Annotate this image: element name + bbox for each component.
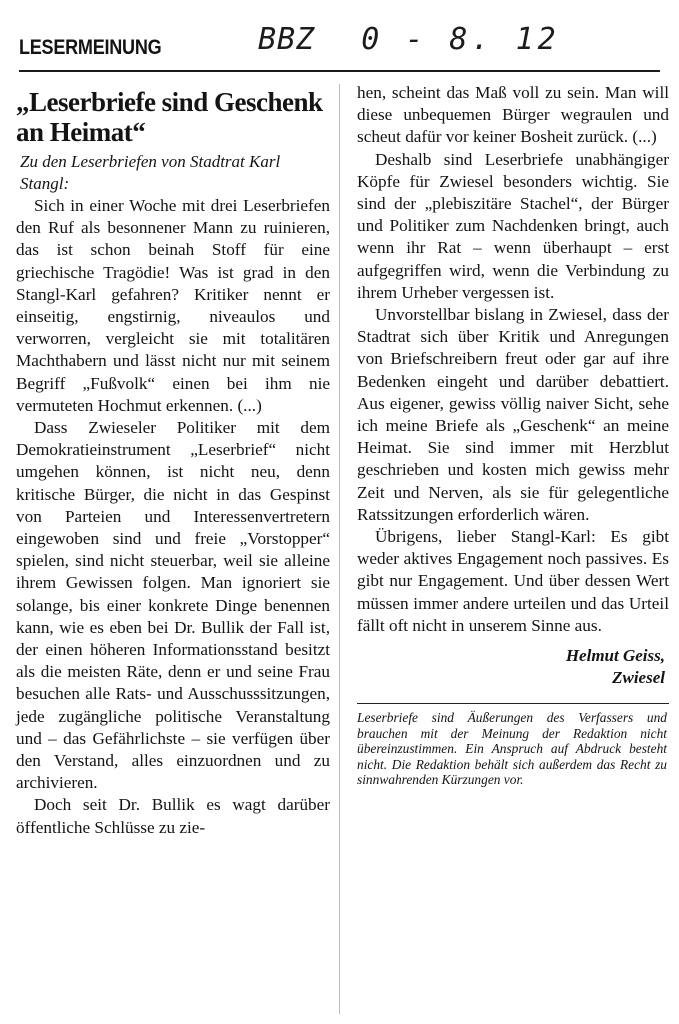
- body-paragraph: Deshalb sind Leserbriefe unabhängiger Köpfe für Zwiesel besonders wichtig. Sie sind der „plebiszitäre Stachel“, der Bürger und Politiker zum Nachdenken bringt, auch wenn ihr Rat – wenn überhaupt – erst aufgegriffen wird, wenn die Verbindung zu ihrem Urheber vergessen ist.: [357, 149, 669, 302]
- editorial-disclaimer: Leserbriefe sind Äußerungen des Verfassers und brauchen mit der Meinung der Redaktion nicht übereinzustimmen. Ein Anspruch auf Abdruck besteht nicht. Die Redaktion behält sich außerdem das Recht zu sinnwahrenden Kürzungen vor.: [357, 710, 667, 788]
- column-left: [16, 82, 330, 839]
- body-paragraph: Dass Zwieseler Politiker mit dem Demokratieinstrument „Leserbrief“ nicht umgehen können, ist nicht neu, denn kritische Bürger, die nicht in das Gespinst von Parteien und Interessenvertretern eingewoben sind und freie „Vorstopper“ spielen, sind nicht steuerbar, weil sie alleine ihrem Gewissen folgen. Man ignoriert sie solange, bis einer konkrete Dinge benennen kann, wie es eben bei Dr. Bullik der Fall ist, der einen höheren Informationsstand besitzt als die meisten Räte, denn er und seine Frau besuchen alle Rats- und Ausschusssitzungen, jede zugängliche politische Veranstaltung und – das Gefährlichste – sie verfügen über den Verstand, alles einzuordnen und zu archivieren.: [16, 418, 330, 793]
- header-rule: [19, 70, 660, 72]
- article-subhead: Zu den Leserbriefen von Stadtrat Karl Stangl:: [20, 152, 281, 193]
- body-paragraph-continued: hen, scheint das Maß voll zu sein. Man will diese unbequemen Bürger wegraulen und scheut dafür vor keiner Bosheit zurück. (...): [357, 83, 669, 147]
- body-paragraph: Unvorstellbar bislang in Zwiesel, dass der Stadtrat sich über Kritik und Anregungen von Briefschreibern freut oder gar auf ihre Bedenken eingeht und darüber debattiert. Aus eigener, gewiss völlig naiver Sicht, sehe ich meine Briefe als „Geschenk“ an meine Heimat. Sie sind immer mit Herzblut geschrieben und kosten mich gewiss mehr Zeit und Nerven, als sie für gelegentliche Ratssitzungen erforderlich wären.: [357, 305, 669, 524]
- author-location: Zwiesel: [612, 668, 665, 688]
- author-name: Helmut Geiss,: [565, 646, 665, 666]
- article-body-left: [16, 195, 330, 839]
- handwritten-date: 0 - 8. 12: [361, 22, 560, 57]
- article-body-right: [357, 82, 669, 637]
- column-right: [357, 82, 669, 788]
- author-signature: [357, 645, 669, 689]
- section-rubric: LESERMEINUNG: [19, 36, 162, 59]
- body-paragraph: Doch seit Dr. Bullik es wagt darüber öffentliche Schlüsse zu zie-: [16, 795, 330, 837]
- body-paragraph: Sich in einer Woche mit drei Leserbriefen den Ruf als besonnener Mann zu ruinieren, das ist schon beinah Stoff für eine griechische Tragödie! Was ist grad in den Stangl-Karl gefahren? Kritiker nennt er einseitig, engstirnig, niveaulos und verworren, vergleicht sie mit totalitären Machthabern und lässt nicht nur mit seinem Begriff „Fußvolk“ einen bei ihm nie vermuteten Hochmut erkennen. (...): [16, 196, 330, 415]
- disclaimer-rule: [357, 703, 669, 704]
- column-separator: [339, 84, 340, 1014]
- handwritten-annotation: [258, 22, 560, 57]
- body-paragraph: Übrigens, lieber Stangl-Karl: Es gibt weder aktives Engagement noch passives. Es gibt nur Engagement. Und über dessen Wert müssen immer andere urteilen und das Urteil fällt oft nicht in unserem Sinne aus.: [357, 527, 669, 635]
- handwritten-source: BBZ: [258, 22, 316, 57]
- article-headline: „Leserbriefe sind Geschenk an Heimat“: [16, 87, 323, 147]
